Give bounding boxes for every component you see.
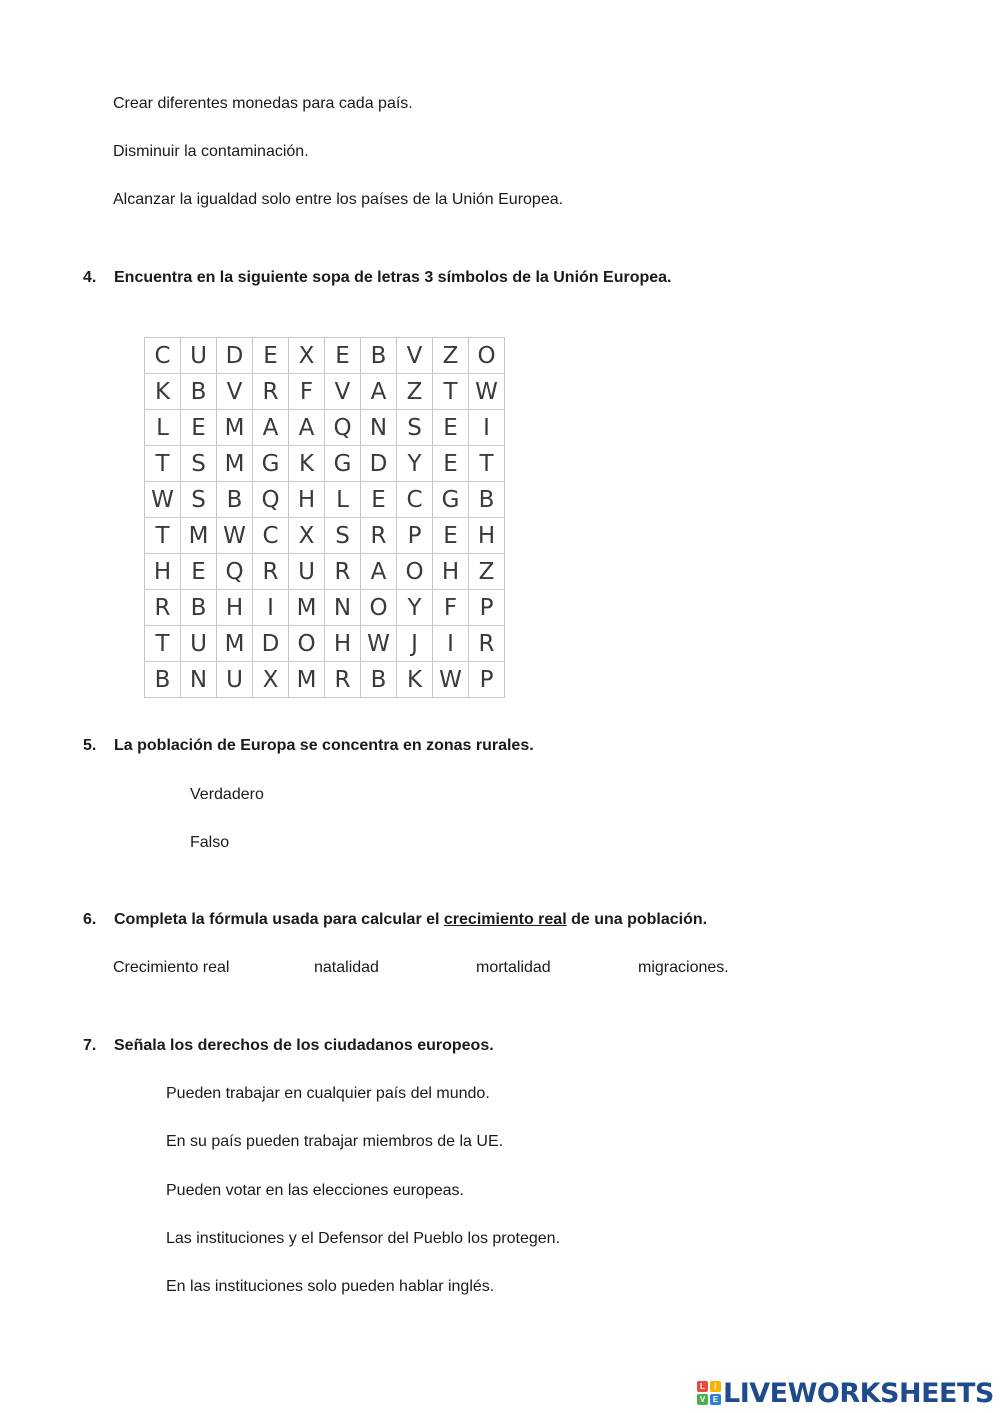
grid-cell[interactable]: N [325, 590, 361, 626]
option-item[interactable]: Las instituciones y el Defensor del Pueblo los protegen. [166, 1230, 561, 1247]
grid-cell[interactable]: R [145, 590, 181, 626]
grid-cell[interactable]: D [361, 446, 397, 482]
grid-cell[interactable]: V [217, 374, 253, 410]
question-number: 6. [83, 911, 97, 928]
grid-cell[interactable]: M [217, 410, 253, 446]
grid-cell[interactable]: B [181, 374, 217, 410]
question-number: 4. [83, 269, 97, 286]
grid-cell[interactable]: L [325, 482, 361, 518]
grid-cell[interactable]: L [145, 410, 181, 446]
formula-term: mortalidad [476, 959, 551, 976]
grid-cell[interactable]: Z [397, 374, 433, 410]
grid-cell[interactable]: Z [469, 554, 505, 590]
grid-cell[interactable]: W [145, 482, 181, 518]
grid-cell[interactable]: I [433, 626, 469, 662]
formula-term: natalidad [314, 959, 379, 976]
grid-cell[interactable]: M [289, 590, 325, 626]
grid-row [145, 446, 505, 482]
grid-cell[interactable]: H [469, 518, 505, 554]
grid-cell[interactable]: B [469, 482, 505, 518]
grid-cell[interactable]: B [217, 482, 253, 518]
grid-cell[interactable]: E [325, 338, 361, 374]
grid-cell[interactable]: Z [433, 338, 469, 374]
grid-cell[interactable]: T [145, 446, 181, 482]
grid-cell[interactable]: R [253, 554, 289, 590]
question-text [114, 910, 707, 930]
logo-tile: V [697, 1394, 708, 1405]
grid-cell[interactable]: H [217, 590, 253, 626]
grid-cell[interactable]: S [181, 482, 217, 518]
option-item[interactable]: Pueden votar en las elecciones europeas. [166, 1182, 464, 1199]
logo-tile: E [710, 1394, 721, 1405]
grid-row [145, 338, 505, 374]
formula-term: Crecimiento real [113, 959, 230, 976]
grid-cell[interactable]: Y [397, 446, 433, 482]
grid-cell[interactable]: E [361, 482, 397, 518]
grid-cell[interactable]: M [217, 626, 253, 662]
formula-term: migraciones. [638, 959, 729, 976]
grid-cell[interactable]: R [325, 554, 361, 590]
grid-row [145, 626, 505, 662]
grid-row [145, 410, 505, 446]
grid-cell[interactable]: I [469, 410, 505, 446]
grid-row [145, 482, 505, 518]
grid-cell[interactable]: P [469, 590, 505, 626]
grid-cell[interactable]: A [361, 554, 397, 590]
grid-cell[interactable]: B [361, 338, 397, 374]
grid-cell[interactable]: Q [217, 554, 253, 590]
grid-cell[interactable]: D [217, 338, 253, 374]
grid-cell[interactable]: G [325, 446, 361, 482]
grid-cell[interactable]: H [433, 554, 469, 590]
grid-cell[interactable]: T [469, 446, 505, 482]
grid-cell[interactable]: H [289, 482, 325, 518]
grid-cell[interactable]: U [181, 338, 217, 374]
grid-cell[interactable]: E [433, 446, 469, 482]
question-text: Encuentra en la siguiente sopa de letras 3 símbolos de la Unión Europea. [114, 269, 672, 286]
grid-cell[interactable]: K [397, 662, 433, 698]
grid-row [145, 590, 505, 626]
grid-cell[interactable]: E [433, 518, 469, 554]
grid-cell[interactable]: M [217, 446, 253, 482]
grid-cell[interactable]: V [397, 338, 433, 374]
grid-cell[interactable]: W [433, 662, 469, 698]
grid-row [145, 374, 505, 410]
option-false[interactable]: Falso [190, 834, 230, 851]
grid-cell[interactable]: K [289, 446, 325, 482]
grid-cell[interactable]: E [181, 410, 217, 446]
grid-cell[interactable]: Q [253, 482, 289, 518]
grid-cell[interactable]: R [361, 518, 397, 554]
grid-cell[interactable]: E [253, 338, 289, 374]
word-search-grid[interactable] [144, 337, 505, 698]
grid-row [145, 554, 505, 590]
grid-cell[interactable]: S [397, 410, 433, 446]
option-item[interactable]: En las instituciones solo pueden hablar inglés. [166, 1278, 495, 1295]
grid-cell[interactable]: M [289, 662, 325, 698]
option-true[interactable]: Verdadero [190, 786, 264, 803]
grid-cell[interactable]: C [397, 482, 433, 518]
option-item[interactable]: Pueden trabajar en cualquier país del mundo. [166, 1085, 490, 1102]
grid-cell[interactable]: E [181, 554, 217, 590]
grid-cell[interactable]: O [397, 554, 433, 590]
grid-cell[interactable]: P [397, 518, 433, 554]
grid-cell[interactable]: T [145, 626, 181, 662]
grid-cell[interactable]: N [361, 410, 397, 446]
grid-cell[interactable]: B [145, 662, 181, 698]
grid-cell[interactable]: A [289, 410, 325, 446]
logo-tile: I [710, 1381, 721, 1392]
question-number: 7. [83, 1037, 97, 1054]
grid-cell[interactable]: W [217, 518, 253, 554]
option-item[interactable]: Crear diferentes monedas para cada país. [113, 95, 413, 112]
grid-cell[interactable]: X [289, 338, 325, 374]
grid-cell[interactable]: O [469, 338, 505, 374]
grid-cell[interactable]: M [181, 518, 217, 554]
grid-cell[interactable]: W [469, 374, 505, 410]
grid-cell[interactable]: O [361, 590, 397, 626]
grid-row [145, 662, 505, 698]
grid-cell[interactable]: R [325, 662, 361, 698]
grid-cell[interactable]: B [181, 590, 217, 626]
grid-cell[interactable]: C [253, 518, 289, 554]
question-text-after: de una población. [566, 911, 708, 928]
grid-cell[interactable]: N [181, 662, 217, 698]
grid-cell[interactable]: U [289, 554, 325, 590]
grid-cell[interactable]: F [289, 374, 325, 410]
grid-cell[interactable]: G [433, 482, 469, 518]
logo-text: LIVEWORKSHEETS [723, 1377, 994, 1409]
grid-cell[interactable]: O [289, 626, 325, 662]
grid-cell[interactable]: T [145, 518, 181, 554]
grid-cell[interactable]: U [217, 662, 253, 698]
grid-cell[interactable]: X [253, 662, 289, 698]
logo-tile: L [697, 1381, 708, 1392]
grid-cell[interactable]: X [289, 518, 325, 554]
question-number: 5. [83, 737, 97, 754]
question-text-before: Completa la fórmula usada para calcular el [114, 911, 444, 928]
grid-cell[interactable]: E [433, 410, 469, 446]
grid-cell[interactable]: H [145, 554, 181, 590]
underlined-term: crecimiento real [443, 911, 567, 928]
grid-cell[interactable]: J [397, 626, 433, 662]
logo-tiles [697, 1381, 721, 1405]
question-text: La población de Europa se concentra en zonas rurales. [114, 737, 534, 754]
grid-cell[interactable]: S [181, 446, 217, 482]
grid-cell[interactable]: K [145, 374, 181, 410]
grid-cell[interactable]: H [325, 626, 361, 662]
question-text: Señala los derechos de los ciudadanos europeos. [114, 1037, 494, 1054]
grid-cell[interactable]: F [433, 590, 469, 626]
grid-cell[interactable]: P [469, 662, 505, 698]
grid-cell[interactable]: T [433, 374, 469, 410]
grid-cell[interactable]: G [253, 446, 289, 482]
grid-cell[interactable]: Q [325, 410, 361, 446]
grid-cell[interactable]: R [253, 374, 289, 410]
grid-row [145, 518, 505, 554]
option-item[interactable]: En su país pueden trabajar miembros de la UE. [166, 1133, 504, 1150]
liveworksheets-logo [697, 1377, 994, 1409]
grid-cell[interactable]: W [361, 626, 397, 662]
grid-cell[interactable]: R [469, 626, 505, 662]
option-item[interactable]: Alcanzar la igualdad solo entre los países de la Unión Europea. [113, 191, 564, 208]
grid-cell[interactable]: D [253, 626, 289, 662]
grid-cell[interactable]: A [361, 374, 397, 410]
option-item[interactable]: Disminuir la contaminación. [113, 143, 309, 160]
grid-cell[interactable]: A [253, 410, 289, 446]
grid-cell[interactable]: C [145, 338, 181, 374]
grid-cell[interactable]: Y [397, 590, 433, 626]
grid-cell[interactable]: I [253, 590, 289, 626]
grid-cell[interactable]: V [325, 374, 361, 410]
grid-cell[interactable]: B [361, 662, 397, 698]
grid-cell[interactable]: S [325, 518, 361, 554]
grid-cell[interactable]: U [181, 626, 217, 662]
